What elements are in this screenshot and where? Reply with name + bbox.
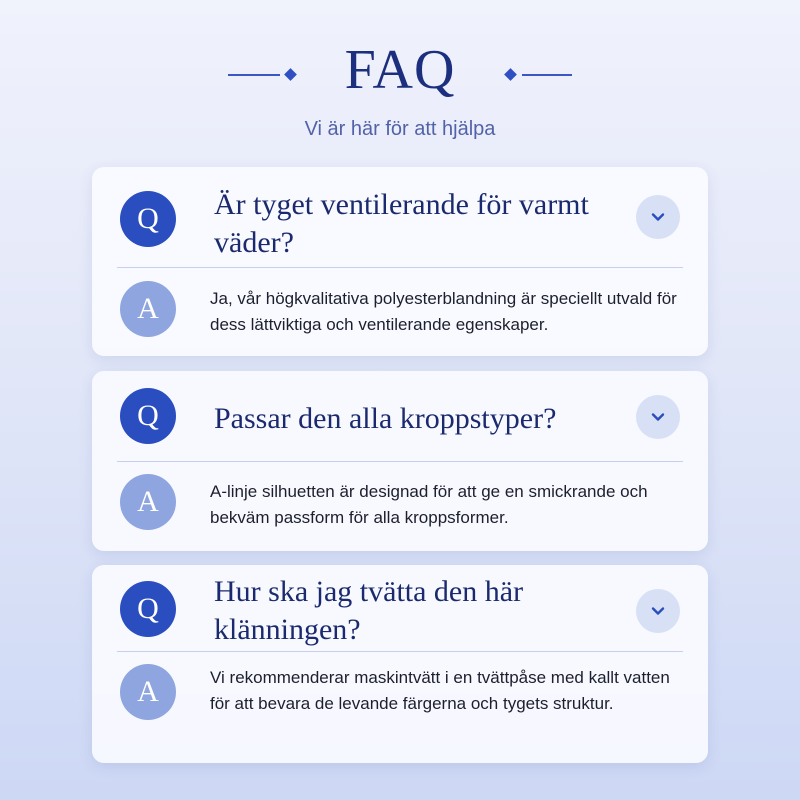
faq-item[interactable] — [92, 371, 708, 551]
expand-toggle-button[interactable] — [636, 195, 680, 239]
chevron-down-icon — [649, 208, 667, 226]
answer-badge: A — [120, 664, 176, 720]
question-text: Passar den alla kroppstyper? — [214, 402, 557, 435]
divider — [117, 651, 683, 652]
question-badge: Q — [120, 581, 176, 637]
divider — [117, 267, 683, 268]
faq-item[interactable] — [92, 167, 708, 356]
chevron-down-icon — [649, 602, 667, 620]
question-text: Är tyget ventilerande för varmt väder? — [214, 188, 589, 259]
answer-badge: A — [120, 474, 176, 530]
answer-badge: A — [120, 281, 176, 337]
answer-text: Vi rekommenderar maskintvätt i en tvättpåse med kallt vatten för att bevara de levande färgerna och tygets struktur. — [210, 668, 670, 713]
question-badge: Q — [120, 191, 176, 247]
answer-text: A-linje silhuetten är designad för att ge en smickrande och bekväm passform för alla kroppsformer. — [210, 482, 648, 527]
decorative-line-right — [522, 74, 572, 76]
expand-toggle-button[interactable] — [636, 589, 680, 633]
expand-toggle-button[interactable] — [636, 395, 680, 439]
chevron-down-icon — [649, 408, 667, 426]
question-badge: Q — [120, 388, 176, 444]
question-text: Hur ska jag tvätta den här klänningen? — [214, 575, 524, 646]
page-title: FAQ — [344, 39, 456, 101]
page-subtitle: Vi är här för att hjälpa — [304, 118, 496, 140]
answer-text: Ja, vår högkvalitativa polyesterblandning är speciellt utvald för dess lättviktiga och ventilerande egenskaper. — [210, 289, 677, 334]
faq-item[interactable] — [92, 565, 708, 763]
faq-header — [0, 0, 800, 160]
divider — [117, 461, 683, 462]
